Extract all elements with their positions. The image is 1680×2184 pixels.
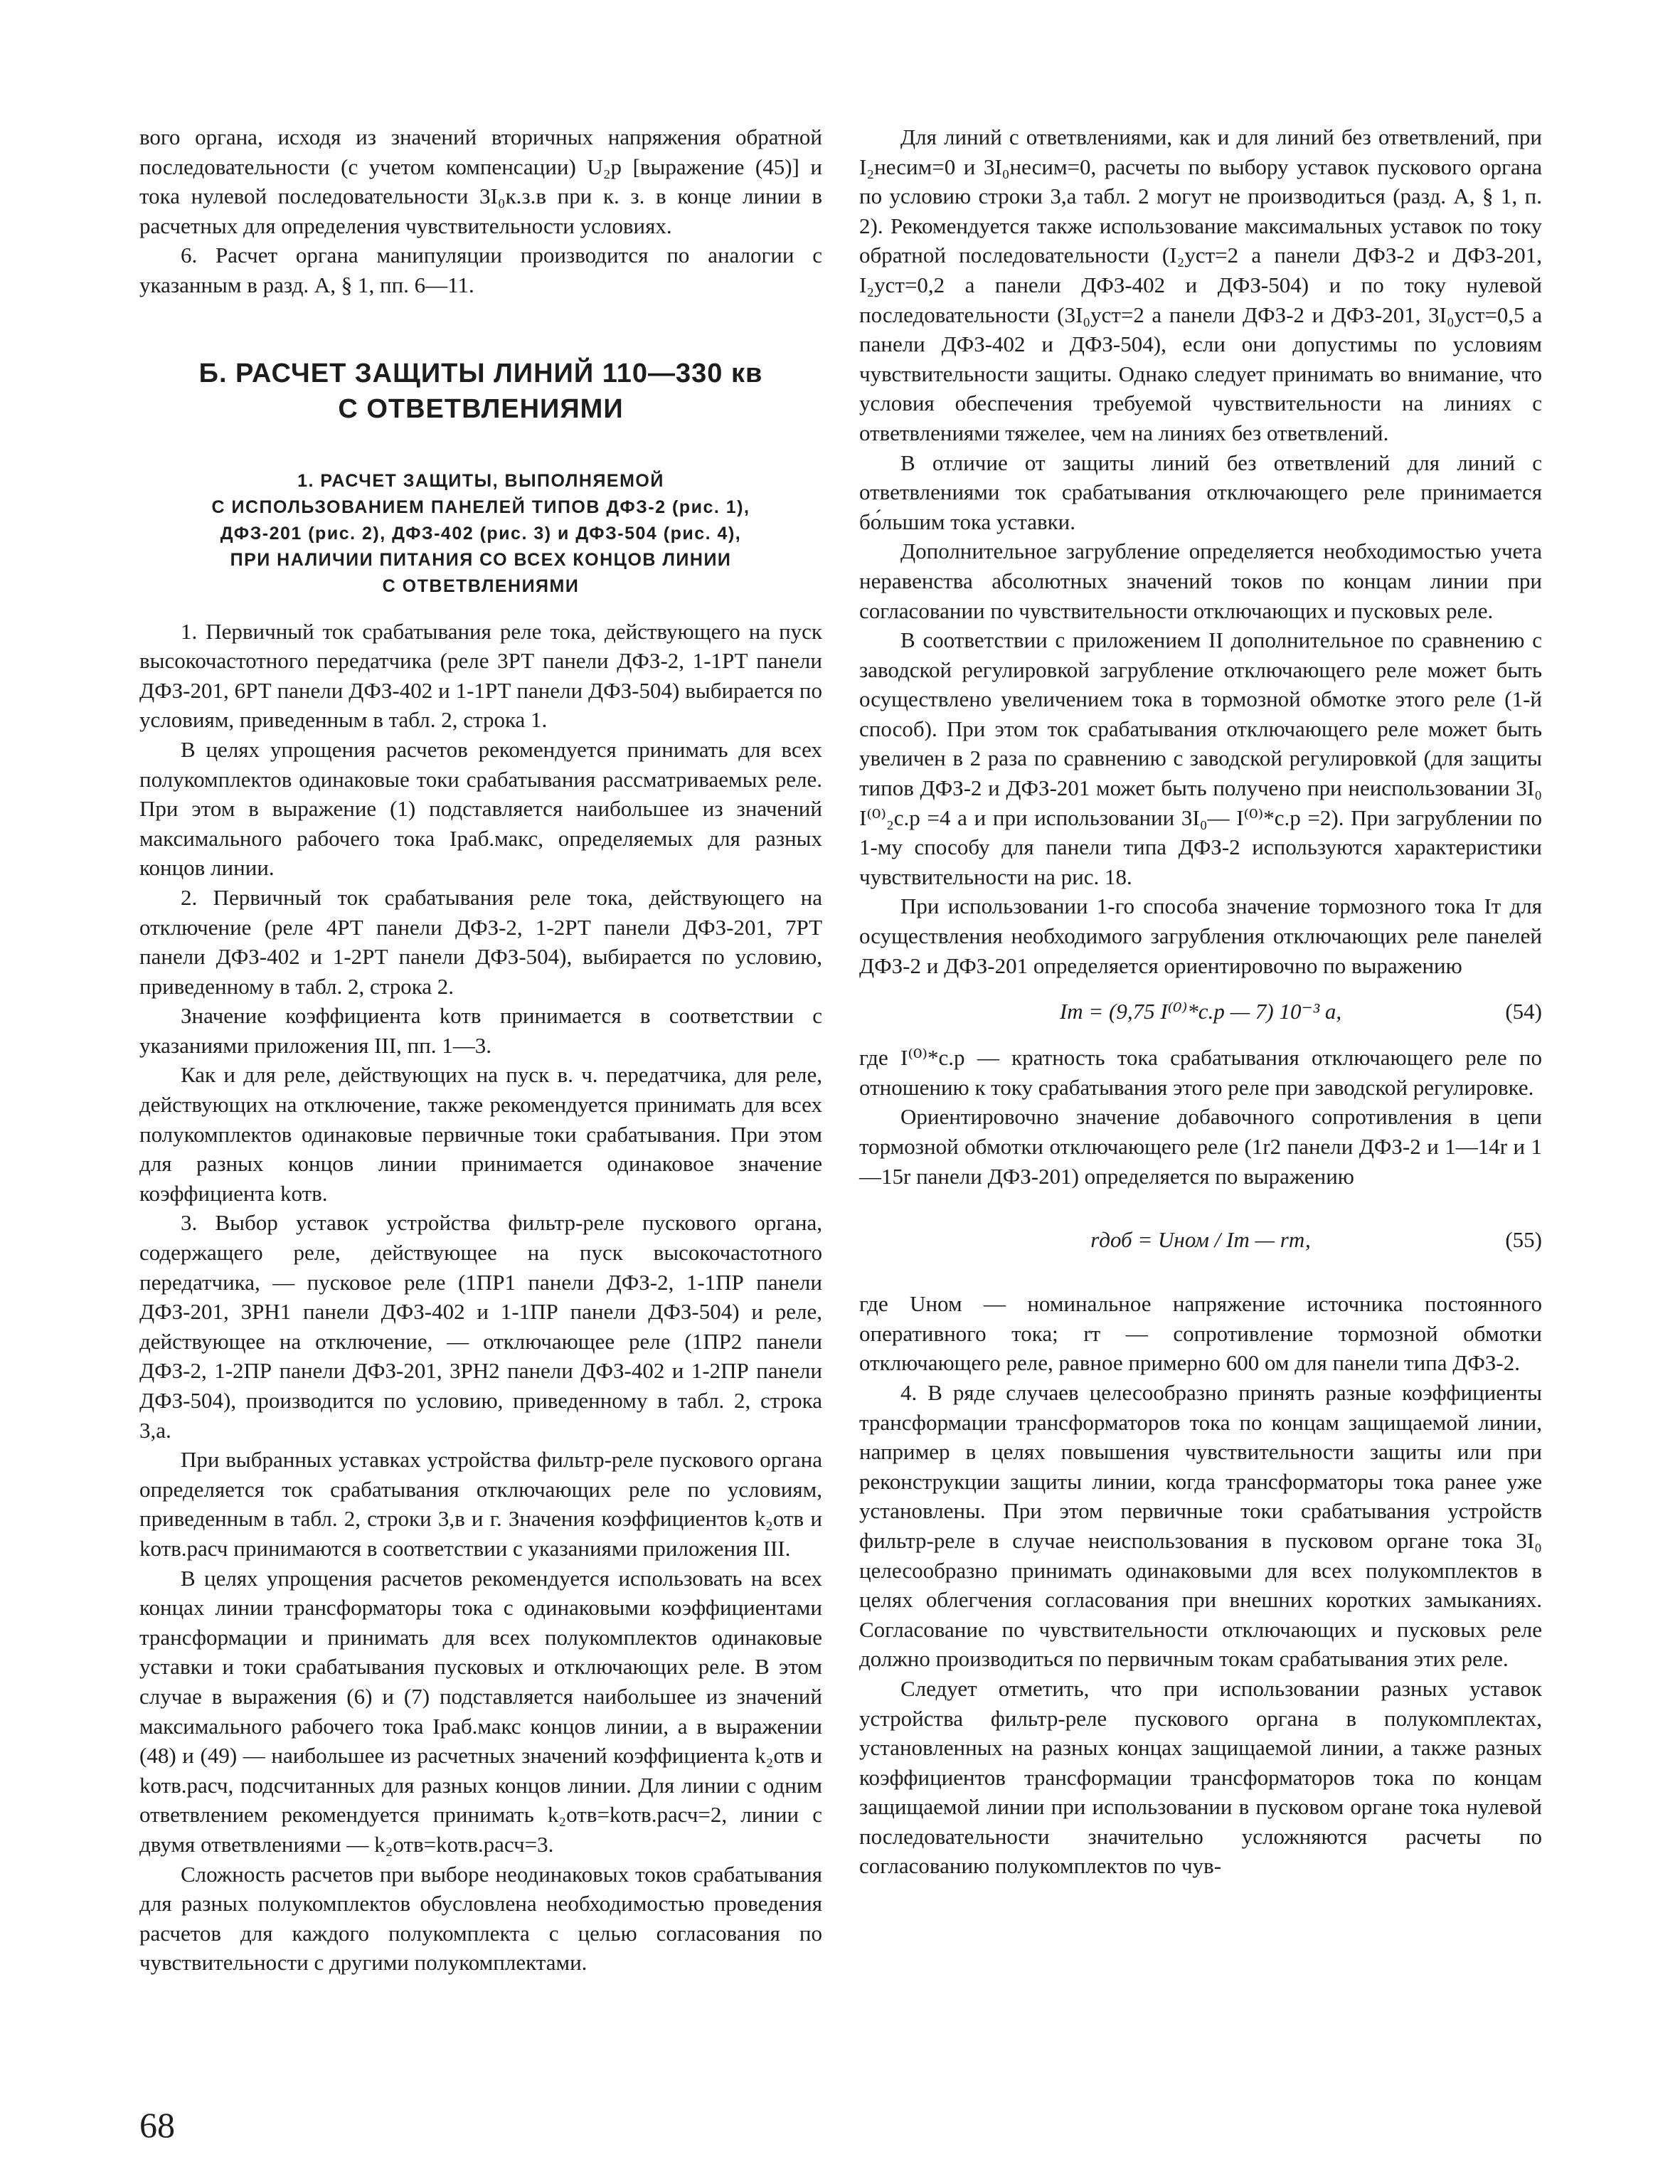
- paragraph-3b: При выбранных уставках устройства фильтр-реле пускового органа определяется ток срабатывания отключающих реле по условиям, приведенным в табл. 2, строки 3,в и г. Значения коэффициентов k₂отв и kотв.расч принимаются в соответствии с указаниями приложения III.: [139, 1447, 822, 1561]
- left-column: [139, 122, 822, 1978]
- paragraph-6: 6. Расчет органа манипуляции производится по аналогии с указанным в разд. А, § 1, пп. 6—11.: [139, 243, 822, 297]
- paragraph-2: 2. Первичный ток срабатывания реле тока, действующего на отключение (реле 4РТ панели ДФЗ-2, 1-2РТ панели ДФЗ-201, 7РТ панели ДФЗ-402 и 1-2РТ панели ДФЗ-504), выбирается по условию, приведенному в табл. 2, строка 2.: [139, 884, 822, 999]
- paragraph-3c: В целях упрощения расчетов рекомендуется использовать на всех концах линии трансформаторы тока с одинаковыми коэффициентами трансформации и принимать для всех полукомплектов одинаковые уставки и токи срабатывания пусковых и отключающих реле. В этом случае в выражения (6) и (7) подставляется наибольшее из значений максимального рабочего тока Iраб.макс концов линии, а в выражении (48) и (49) — наибольшее из расчетных значений коэффициента k₂отв и kотв.расч, подсчитанных для разных концов линии. Для линии с одним ответвлением рекомендуется принимать k₂отв=kотв.расч=2, линии с двумя ответвлениями — k₂отв=kотв.расч=3.: [139, 1565, 822, 1857]
- paragraph-3: 3. Выбор уставок устройства фильтр-реле пускового органа, содержащего реле, действующее на пуск высокочастотного передатчика, — пусковое реле (1ПР1 панели ДФЗ-2, 1-1ПР панели ДФЗ-201, 3РН1 панели ДФЗ-402 и 1-1ПР панели ДФЗ-504) и реле, действующее на отключение, — отключающее реле (1ПР2 панели ДФЗ-2, 1-2ПР панели ДФЗ-201, 3РН2 панели ДФЗ-402 и 1-2ПР панели ДФЗ-504), производится по условию, приведенному в табл. 2, строка 3,а.: [139, 1210, 822, 1443]
- section-title-line2: С ОТВЕТВЛЕНИЯМИ: [338, 393, 624, 424]
- subsection-title-line5: С ОТВЕТВЛЕНИЯМИ: [382, 576, 580, 596]
- paragraph-r5: При использовании 1-го способа значение тормозного тока Iт для осуществления необходимого загрубления отключающих реле панелей ДФЗ-2 и ДФЗ-201 определяется ориентировочно по выражению: [859, 894, 1542, 978]
- paragraph-1b: В целях упрощения расчетов рекомендуется принимать для всех полукомплектов одинаковые токи срабатывания рассматриваемых реле. При этом в выражение (1) подставляется наибольшее из значений максимального рабочего тока Iраб.макс, определяемых для разных концов линии.: [139, 736, 822, 881]
- formula-54: [859, 990, 1542, 1033]
- paragraph-r2: В отличие от защиты линий без ответвлений для линий с ответвлениями ток срабатывания отключающего реле принимается бо́льшим тока уставки.: [859, 450, 1542, 534]
- paragraph-r8: где Uном — номинальное напряжение источника постоянного оперативного тока; rт — сопротивление тормозной обмотки отключающего реле, равное примерно 600 ом для панели типа ДФЗ-2.: [859, 1291, 1542, 1376]
- right-column: [859, 122, 1542, 1881]
- formula-55-expression: rдоб = Uном / Iт — rт,: [1090, 1227, 1311, 1253]
- section-title-line1: Б. РАСЧЕТ ЗАЩИТЫ ЛИНИЙ 110—330 кв: [198, 358, 763, 388]
- paragraph-r10: Следует отметить, что при использовании разных уставок устройства фильтр-реле пускового органа в полукомплектах, установленных на разных концах защищаемой линии, а также разных коэффициентов трансформации трансформаторов тока по концам защищаемой линии при использовании в пусковом органе тока нулевой последовательности значительно усложняются расчеты по согласованию полукомплектов по чув-: [859, 1675, 1542, 1879]
- formula-55: [859, 1201, 1542, 1279]
- paragraph-2c: Как и для реле, действующих на пуск в. ч. передатчика, для реле, действующих на отключение, также рекомендуется принимать для всех полукомплектов одинаковые первичные токи срабатывания. При этом для разных концов линии принимается одинаковое значение коэффициента kотв.: [139, 1062, 822, 1206]
- subsection-title-line4: ПРИ НАЛИЧИИ ПИТАНИЯ СО ВСЕХ КОНЦОВ ЛИНИИ: [230, 549, 732, 570]
- paragraph-2b: Значение коэффициента kотв принимается в соответствии с указаниями приложения III, пп. 1—3.: [139, 1003, 822, 1058]
- formula-54-expression: Iт = (9,75 I⁽⁰⁾*с.р — 7) 10⁻³ а,: [1059, 999, 1342, 1024]
- paragraph-1: 1. Первичный ток срабатывания реле тока, действующего на пуск высокочастотного передатчика (реле 3РТ панели ДФЗ-2, 1-1РТ панели ДФЗ-201, 6РТ панели ДФЗ-402 и 1-1РТ панели ДФЗ-504) выбирается по условиям, приведенным в табл. 2, строка 1.: [139, 618, 822, 733]
- formula-55-number: (55): [1505, 1227, 1542, 1253]
- paragraph-3d: Сложность расчетов при выборе неодинаковых токов срабатывания для разных полукомплектов обусловлена необходимостью проведения расчетов для каждого полукомплекта с целью согласования по чувствительности с другими полукомплектами.: [139, 1861, 822, 1976]
- paragraph-r7: Ориентировочно значение добавочного сопротивления в цепи тормозной обмотки отключающего реле (1r2 панели ДФЗ-2 и 1—14r и 1—15r панели ДФЗ-201) определяется по выражению: [859, 1104, 1542, 1189]
- subsection-title: [139, 468, 822, 600]
- paragraph-r4: В соответствии с приложением II дополнительное по сравнению с заводской регулировкой загрубление отключающего реле может быть осуществлено увеличением тока в тормозной обмотке этого реле (1-й способ). При этом ток срабатывания отключающего реле может быть увеличен в 2 раза по сравнению с заводской регулировкой (для защиты типов ДФЗ-2 и ДФЗ-201 может быть получено при неиспользовании 3I₀ I⁽⁰⁾₂с.р =4 а и при использовании 3I₀— I⁽⁰⁾*с.р =2). При загрублении по 1-му способу для панели типа ДФЗ-2 используются характеристики чувствительности на рис. 18.: [859, 627, 1542, 889]
- section-title: [139, 356, 822, 427]
- subsection-title-line1: 1. РАСЧЕТ ЗАЩИТЫ, ВЫПОЛНЯЕМОЙ: [297, 470, 664, 491]
- paragraph-r3: Дополнительное загрубление определяется необходимостью учета неравенства абсолютных значений токов по концам линии при согласовании по чувствительности отключающих и пусковых реле.: [859, 539, 1542, 623]
- subsection-title-line3: ДФЗ-201 (рис. 2), ДФЗ-402 (рис. 3) и ДФЗ-504 (рис. 4),: [220, 523, 742, 544]
- paragraph-r9: 4. В ряде случаев целесообразно принять разные коэффициенты трансформации трансформаторов тока по концам защищаемой линии, например в целях повышения чувствительности защиты или при реконструкции защиты линии, когда трансформаторы тока ранее уже установлены. При этом первичные токи срабатывания устройств фильтр-реле в случае неиспользования в пусковом органе тока 3I₀ целесообразно принимать одинаковыми для всех полукомплектов в целях облегчения согласования при внешних коротких замыканиях. Согласование по чувствительности отключающих и пусковых реле должно производиться по первичным токам срабатывания этих реле.: [859, 1379, 1542, 1672]
- page-number: 68: [139, 2105, 175, 2145]
- paragraph-r1: Для линий с ответвлениями, как и для линий без ответвлений, при I₂несим=0 и 3I₀несим=0, расчеты по выбору уставок пускового органа по условию строки 3,а табл. 2 могут не производиться (разд. А, § 1, п. 2). Рекомендуется также использование максимальных уставок по току обратной последовательности (I₂уст=2 а панели ДФЗ-2 и ДФЗ-201, I₂уст=0,2 а панели ДФЗ-402 и ДФЗ-504) и по току нулевой последовательности (3I₀уст=2 а панели ДФЗ-2 и ДФЗ-201, 3I₀уст=0,5 а панели ДФЗ-402 и ДФЗ-504), если они допустимы по условиям чувствительности защиты. Однако следует принимать во внимание, что условия обеспечения требуемой чувствительности на линиях с ответвлениями тяжелее, чем на линиях без ответвлений.: [859, 124, 1542, 445]
- paragraph-intro: вого органа, исходя из значений вторичных напряжения обратной последовательности (с учетом компенсации) U₂р [выражение (45)] и тока нулевой последовательности 3I₀к.з.в при к. з. в конце линии в расчетных для определения чувствительности условиях.: [139, 124, 822, 238]
- subsection-title-line2: С ИСПОЛЬЗОВАНИЕМ ПАНЕЛЕЙ ТИПОВ ДФЗ-2 (рис. 1),: [211, 497, 750, 517]
- paragraph-r6: где I⁽⁰⁾*с.р — кратность тока срабатывания отключающего реле по отношению к току срабатывания этого реле при заводской регулировке.: [859, 1045, 1542, 1100]
- formula-54-number: (54): [1505, 999, 1542, 1024]
